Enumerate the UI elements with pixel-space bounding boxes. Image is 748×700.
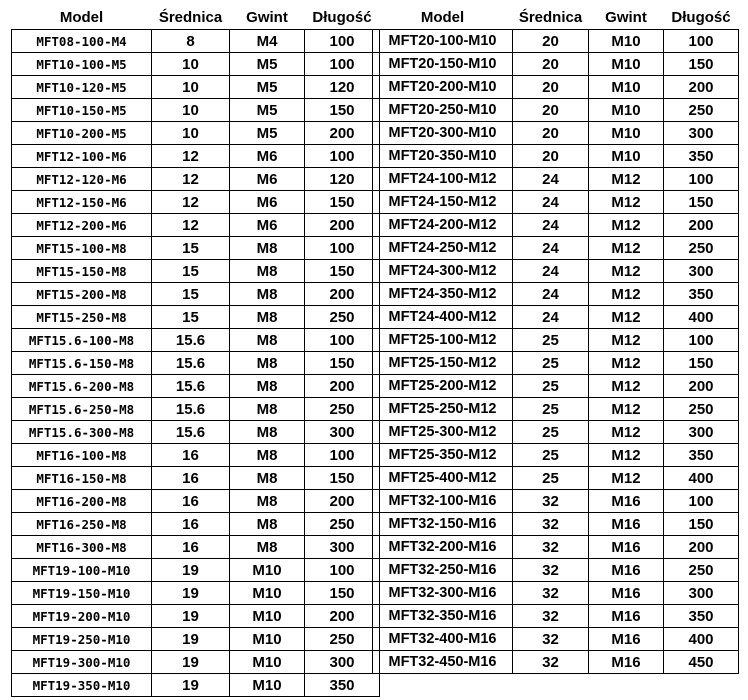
- header-row: [373, 6, 739, 30]
- cell-model: MFT25-350-M12: [373, 444, 513, 467]
- cell-diameter: 19: [152, 628, 230, 651]
- cell-length: 150: [664, 191, 739, 214]
- cell-model: MFT16-100-M8: [12, 444, 152, 467]
- cell-length: 100: [305, 329, 380, 352]
- table-row: [12, 674, 380, 697]
- cell-model: MFT25-400-M12: [373, 467, 513, 490]
- spec-table-left: [11, 6, 380, 697]
- cell-model: MFT24-300-M12: [373, 260, 513, 283]
- cell-diameter: 32: [513, 559, 589, 582]
- table-row: [373, 99, 739, 122]
- cell-model: MFT15.6-150-M8: [12, 352, 152, 375]
- cell-diameter: 19: [152, 582, 230, 605]
- cell-length: 300: [305, 651, 380, 674]
- cell-model: MFT19-350-M10: [12, 674, 152, 697]
- cell-length: 250: [305, 628, 380, 651]
- cell-diameter: 32: [513, 536, 589, 559]
- cell-diameter: 15.6: [152, 375, 230, 398]
- cell-diameter: 15.6: [152, 398, 230, 421]
- cell-length: 300: [664, 582, 739, 605]
- table-row: [373, 145, 739, 168]
- cell-thread: M5: [230, 99, 305, 122]
- cell-thread: M6: [230, 191, 305, 214]
- table-row: [12, 145, 380, 168]
- cell-length: 250: [305, 306, 380, 329]
- cell-model: MFT19-300-M10: [12, 651, 152, 674]
- cell-length: 350: [664, 444, 739, 467]
- cell-model: MFT15.6-250-M8: [12, 398, 152, 421]
- cell-diameter: 12: [152, 145, 230, 168]
- cell-thread: M8: [230, 398, 305, 421]
- cell-model: MFT20-150-M10: [373, 53, 513, 76]
- cell-length: 350: [664, 605, 739, 628]
- cell-thread: M10: [230, 559, 305, 582]
- table-row: [12, 582, 380, 605]
- cell-model: MFT16-150-M8: [12, 467, 152, 490]
- cell-thread: M8: [230, 329, 305, 352]
- cell-model: MFT15-100-M8: [12, 237, 152, 260]
- cell-length: 100: [305, 559, 380, 582]
- cell-model: MFT24-200-M12: [373, 214, 513, 237]
- cell-model: MFT32-100-M16: [373, 490, 513, 513]
- cell-model: MFT10-200-M5: [12, 122, 152, 145]
- cell-length: 150: [664, 513, 739, 536]
- cell-thread: M12: [589, 352, 664, 375]
- cell-thread: M8: [230, 283, 305, 306]
- cell-thread: M5: [230, 53, 305, 76]
- cell-length: 250: [664, 559, 739, 582]
- table-row: [12, 260, 380, 283]
- cell-diameter: 10: [152, 122, 230, 145]
- table-row: [373, 352, 739, 375]
- table-row: [12, 651, 380, 674]
- cell-length: 200: [664, 536, 739, 559]
- cell-diameter: 25: [513, 398, 589, 421]
- cell-diameter: 10: [152, 76, 230, 99]
- cell-length: 150: [305, 99, 380, 122]
- cell-model: MFT19-250-M10: [12, 628, 152, 651]
- cell-diameter: 24: [513, 191, 589, 214]
- cell-diameter: 16: [152, 467, 230, 490]
- table-row: [12, 605, 380, 628]
- table-row: [373, 490, 739, 513]
- cell-length: 350: [664, 145, 739, 168]
- cell-length: 100: [664, 329, 739, 352]
- table-row: [12, 122, 380, 145]
- cell-model: MFT20-350-M10: [373, 145, 513, 168]
- cell-model: MFT24-250-M12: [373, 237, 513, 260]
- cell-thread: M8: [230, 237, 305, 260]
- table-row: [373, 76, 739, 99]
- cell-diameter: 12: [152, 191, 230, 214]
- cell-length: 200: [305, 122, 380, 145]
- cell-diameter: 25: [513, 467, 589, 490]
- cell-model: MFT32-450-M16: [373, 651, 513, 674]
- cell-diameter: 25: [513, 421, 589, 444]
- table-row: [373, 375, 739, 398]
- cell-model: MFT24-150-M12: [373, 191, 513, 214]
- cell-diameter: 15: [152, 306, 230, 329]
- table-row: [373, 536, 739, 559]
- cell-thread: M10: [589, 76, 664, 99]
- cell-thread: M16: [589, 605, 664, 628]
- cell-model: MFT12-120-M6: [12, 168, 152, 191]
- cell-thread: M12: [589, 237, 664, 260]
- table-row: [373, 467, 739, 490]
- cell-length: 150: [305, 260, 380, 283]
- cell-thread: M6: [230, 168, 305, 191]
- cell-length: 150: [305, 352, 380, 375]
- cell-model: MFT32-350-M16: [373, 605, 513, 628]
- header-row: [12, 6, 380, 30]
- table-row: [373, 168, 739, 191]
- header-diameter: Średnica: [518, 9, 583, 26]
- cell-length: 100: [305, 53, 380, 76]
- cell-length: 300: [664, 260, 739, 283]
- cell-length: 150: [305, 582, 380, 605]
- cell-model: MFT10-120-M5: [12, 76, 152, 99]
- cell-diameter: 10: [152, 53, 230, 76]
- cell-thread: M12: [589, 260, 664, 283]
- cell-thread: M12: [589, 168, 664, 191]
- cell-diameter: 12: [152, 214, 230, 237]
- table-row: [12, 191, 380, 214]
- cell-diameter: 16: [152, 490, 230, 513]
- table-row: [12, 444, 380, 467]
- cell-thread: M16: [589, 651, 664, 674]
- cell-diameter: 32: [513, 490, 589, 513]
- cell-model: MFT15.6-300-M8: [12, 421, 152, 444]
- cell-thread: M16: [589, 513, 664, 536]
- cell-diameter: 15.6: [152, 421, 230, 444]
- table-row: [12, 237, 380, 260]
- cell-length: 400: [664, 306, 739, 329]
- cell-diameter: 10: [152, 99, 230, 122]
- cell-thread: M10: [230, 651, 305, 674]
- table-row: [373, 214, 739, 237]
- cell-model: MFT15-250-M8: [12, 306, 152, 329]
- cell-model: MFT12-100-M6: [12, 145, 152, 168]
- table-row: [12, 559, 380, 582]
- cell-thread: M8: [230, 513, 305, 536]
- cell-thread: M8: [230, 352, 305, 375]
- cell-thread: M5: [230, 76, 305, 99]
- cell-thread: M12: [589, 444, 664, 467]
- cell-model: MFT32-150-M16: [373, 513, 513, 536]
- cell-model: MFT15.6-100-M8: [12, 329, 152, 352]
- cell-thread: M12: [589, 421, 664, 444]
- table-row: [12, 329, 380, 352]
- cell-length: 400: [664, 467, 739, 490]
- cell-diameter: 32: [513, 605, 589, 628]
- table-row: [373, 421, 739, 444]
- cell-thread: M8: [230, 467, 305, 490]
- cell-thread: M8: [230, 375, 305, 398]
- cell-thread: M16: [589, 582, 664, 605]
- cell-length: 100: [305, 237, 380, 260]
- cell-length: 250: [664, 99, 739, 122]
- cell-diameter: 32: [513, 513, 589, 536]
- cell-thread: M12: [589, 306, 664, 329]
- cell-model: MFT25-200-M12: [373, 375, 513, 398]
- cell-diameter: 32: [513, 628, 589, 651]
- cell-model: MFT10-100-M5: [12, 53, 152, 76]
- header-thread: Gwint: [605, 9, 647, 26]
- table-row: [12, 76, 380, 99]
- cell-model: MFT25-150-M12: [373, 352, 513, 375]
- cell-diameter: 24: [513, 237, 589, 260]
- cell-diameter: 25: [513, 329, 589, 352]
- cell-thread: M6: [230, 145, 305, 168]
- cell-length: 200: [305, 214, 380, 237]
- cell-length: 120: [305, 168, 380, 191]
- cell-diameter: 20: [513, 122, 589, 145]
- cell-model: MFT16-300-M8: [12, 536, 152, 559]
- table-row: [373, 329, 739, 352]
- cell-model: MFT16-200-M8: [12, 490, 152, 513]
- cell-length: 250: [664, 398, 739, 421]
- cell-thread: M12: [589, 467, 664, 490]
- cell-model: MFT24-400-M12: [373, 306, 513, 329]
- cell-diameter: 25: [513, 375, 589, 398]
- cell-model: MFT32-400-M16: [373, 628, 513, 651]
- cell-length: 200: [664, 375, 739, 398]
- table-row: [12, 467, 380, 490]
- cell-length: 200: [664, 76, 739, 99]
- table-row: [12, 375, 380, 398]
- cell-thread: M16: [589, 628, 664, 651]
- cell-diameter: 15.6: [152, 329, 230, 352]
- cell-model: MFT19-150-M10: [12, 582, 152, 605]
- cell-model: MFT10-150-M5: [12, 99, 152, 122]
- cell-thread: M10: [589, 99, 664, 122]
- cell-diameter: 20: [513, 99, 589, 122]
- spec-table-left-body: [12, 30, 380, 697]
- cell-model: MFT16-250-M8: [12, 513, 152, 536]
- cell-thread: M4: [230, 30, 305, 53]
- table-row: [12, 53, 380, 76]
- cell-length: 250: [664, 237, 739, 260]
- cell-diameter: 25: [513, 352, 589, 375]
- cell-thread: M16: [589, 536, 664, 559]
- cell-thread: M10: [230, 674, 305, 697]
- table-row: [12, 99, 380, 122]
- cell-length: 100: [664, 168, 739, 191]
- table-row: [373, 398, 739, 421]
- cell-length: 200: [305, 605, 380, 628]
- table-row: [373, 628, 739, 651]
- cell-model: MFT20-300-M10: [373, 122, 513, 145]
- header-diameter: Średnica: [158, 9, 223, 26]
- cell-model: MFT19-100-M10: [12, 559, 152, 582]
- table-row: [373, 651, 739, 674]
- cell-thread: M8: [230, 260, 305, 283]
- cell-diameter: 32: [513, 651, 589, 674]
- cell-thread: M8: [230, 421, 305, 444]
- cell-length: 150: [664, 352, 739, 375]
- cell-model: MFT20-200-M10: [373, 76, 513, 99]
- table-row: [373, 283, 739, 306]
- table-row: [12, 513, 380, 536]
- cell-model: MFT25-250-M12: [373, 398, 513, 421]
- cell-thread: M12: [589, 329, 664, 352]
- cell-length: 100: [305, 145, 380, 168]
- table-row: [373, 306, 739, 329]
- cell-length: 150: [305, 191, 380, 214]
- cell-length: 450: [664, 651, 739, 674]
- cell-length: 120: [305, 76, 380, 99]
- cell-diameter: 16: [152, 444, 230, 467]
- cell-diameter: 16: [152, 513, 230, 536]
- cell-model: MFT15.6-200-M8: [12, 375, 152, 398]
- cell-diameter: 15: [152, 260, 230, 283]
- table-row: [12, 352, 380, 375]
- cell-diameter: 19: [152, 559, 230, 582]
- table-row: [373, 444, 739, 467]
- cell-thread: M8: [230, 444, 305, 467]
- cell-diameter: 20: [513, 76, 589, 99]
- cell-diameter: 8: [152, 30, 230, 53]
- cell-diameter: 19: [152, 605, 230, 628]
- table-row: [373, 191, 739, 214]
- cell-length: 100: [664, 490, 739, 513]
- header-length: Długość: [671, 9, 731, 26]
- cell-thread: M12: [589, 214, 664, 237]
- cell-thread: M16: [589, 559, 664, 582]
- cell-diameter: 25: [513, 444, 589, 467]
- cell-length: 350: [664, 283, 739, 306]
- cell-diameter: 15: [152, 283, 230, 306]
- header-length: Długość: [312, 9, 372, 26]
- cell-model: MFT20-100-M10: [373, 30, 513, 53]
- table-row: [373, 30, 739, 53]
- header-thread: Gwint: [246, 9, 288, 26]
- cell-diameter: 24: [513, 214, 589, 237]
- table-row: [373, 605, 739, 628]
- table-row: [373, 237, 739, 260]
- cell-thread: M10: [230, 605, 305, 628]
- cell-model: MFT15-150-M8: [12, 260, 152, 283]
- cell-model: MFT32-300-M16: [373, 582, 513, 605]
- cell-thread: M6: [230, 214, 305, 237]
- cell-length: 200: [664, 214, 739, 237]
- cell-thread: M10: [589, 145, 664, 168]
- cell-length: 300: [664, 421, 739, 444]
- table-row: [373, 559, 739, 582]
- cell-length: 300: [664, 122, 739, 145]
- cell-model: MFT19-200-M10: [12, 605, 152, 628]
- cell-length: 150: [305, 467, 380, 490]
- cell-model: MFT25-100-M12: [373, 329, 513, 352]
- cell-length: 200: [305, 490, 380, 513]
- cell-length: 250: [305, 513, 380, 536]
- cell-model: MFT12-200-M6: [12, 214, 152, 237]
- cell-thread: M12: [589, 283, 664, 306]
- cell-thread: M10: [589, 53, 664, 76]
- table-row: [12, 30, 380, 53]
- cell-diameter: 15: [152, 237, 230, 260]
- cell-diameter: 20: [513, 53, 589, 76]
- cell-model: MFT15-200-M8: [12, 283, 152, 306]
- table-row: [12, 421, 380, 444]
- cell-thread: M10: [589, 122, 664, 145]
- cell-model: MFT24-350-M12: [373, 283, 513, 306]
- cell-length: 100: [305, 30, 380, 53]
- cell-model: MFT08-100-M4: [12, 30, 152, 53]
- cell-diameter: 15.6: [152, 352, 230, 375]
- cell-thread: M8: [230, 536, 305, 559]
- cell-length: 350: [305, 674, 380, 697]
- cell-model: MFT24-100-M12: [373, 168, 513, 191]
- cell-model: MFT32-250-M16: [373, 559, 513, 582]
- table-row: [12, 398, 380, 421]
- cell-length: 400: [664, 628, 739, 651]
- cell-thread: M5: [230, 122, 305, 145]
- cell-length: 150: [664, 53, 739, 76]
- header-model: Model: [59, 9, 104, 26]
- cell-diameter: 24: [513, 260, 589, 283]
- cell-thread: M10: [230, 628, 305, 651]
- cell-thread: M12: [589, 191, 664, 214]
- cell-diameter: 24: [513, 306, 589, 329]
- table-row: [12, 536, 380, 559]
- cell-length: 250: [305, 398, 380, 421]
- cell-thread: M8: [230, 306, 305, 329]
- cell-diameter: 16: [152, 536, 230, 559]
- cell-length: 100: [664, 30, 739, 53]
- cell-diameter: 24: [513, 283, 589, 306]
- cell-model: MFT25-300-M12: [373, 421, 513, 444]
- cell-diameter: 32: [513, 582, 589, 605]
- cell-diameter: 12: [152, 168, 230, 191]
- table-row: [373, 122, 739, 145]
- cell-diameter: 19: [152, 651, 230, 674]
- cell-model: MFT32-200-M16: [373, 536, 513, 559]
- cell-thread: M16: [589, 490, 664, 513]
- cell-length: 300: [305, 421, 380, 444]
- table-row: [373, 260, 739, 283]
- table-row: [373, 53, 739, 76]
- cell-length: 200: [305, 375, 380, 398]
- table-row: [12, 490, 380, 513]
- table-row: [12, 306, 380, 329]
- table-row: [373, 582, 739, 605]
- cell-length: 200: [305, 283, 380, 306]
- cell-diameter: 20: [513, 30, 589, 53]
- header-model: Model: [420, 9, 465, 26]
- cell-length: 100: [305, 444, 380, 467]
- cell-diameter: 20: [513, 145, 589, 168]
- cell-thread: M12: [589, 375, 664, 398]
- table-row: [12, 628, 380, 651]
- spec-table-right-body: [373, 30, 739, 674]
- cell-diameter: 19: [152, 674, 230, 697]
- cell-length: 300: [305, 536, 380, 559]
- table-row: [12, 214, 380, 237]
- cell-thread: M10: [230, 582, 305, 605]
- cell-model: MFT12-150-M6: [12, 191, 152, 214]
- cell-thread: M10: [589, 30, 664, 53]
- cell-model: MFT20-250-M10: [373, 99, 513, 122]
- table-row: [373, 513, 739, 536]
- cell-diameter: 24: [513, 168, 589, 191]
- table-row: [12, 168, 380, 191]
- spec-table-right: [372, 6, 739, 674]
- table-row: [12, 283, 380, 306]
- cell-thread: M8: [230, 490, 305, 513]
- cell-thread: M12: [589, 398, 664, 421]
